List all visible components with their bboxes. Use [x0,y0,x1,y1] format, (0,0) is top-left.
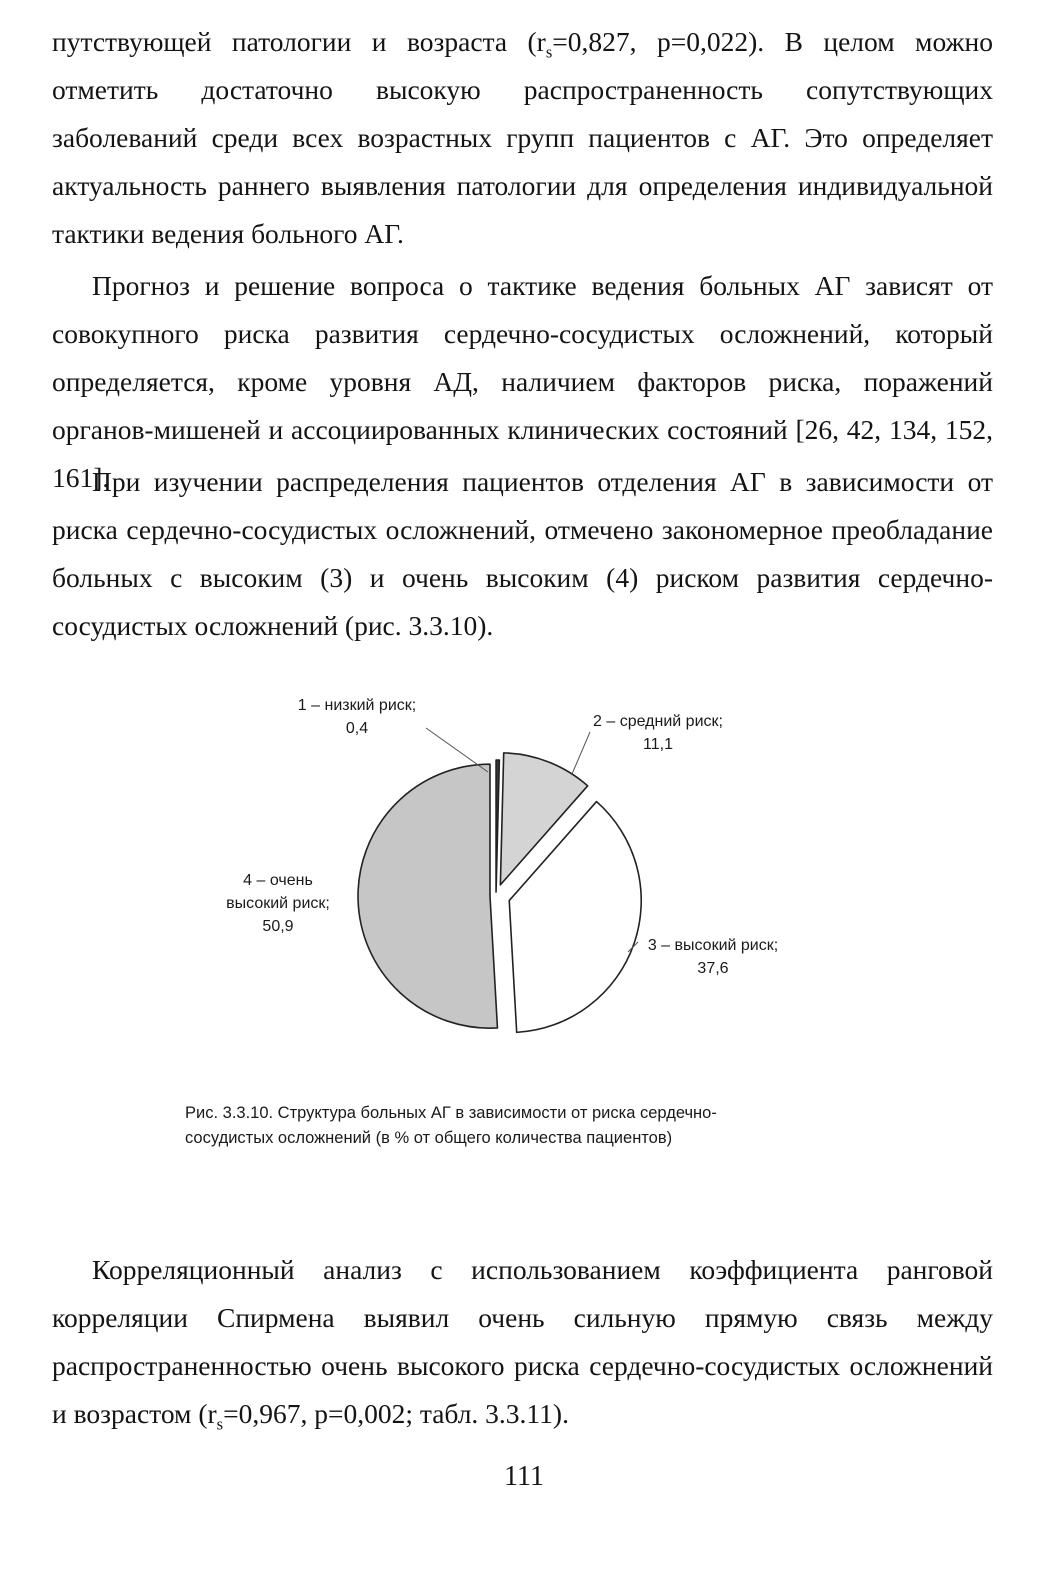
slice-4-label [208,869,348,938]
paragraph-1-text-end: =0,827, p=0,022). В целом можно отметить достаточно высокую распространенность сопутствующих заболеваний среди всех возрастных групп пациентов с АГ. Это определяет актуальность раннего выявления патологии для определения индивидуальной тактики ведения больного АГ. [52,26,993,249]
slice-1-label [272,694,442,740]
slice-3-name: 3 – высокий риск; [647,937,779,954]
slice-2-label [568,710,748,756]
pie-slice-4 [358,764,497,1028]
slice-4-name-line-2: высокий риск; [226,895,330,912]
caption-line-2: сосудистых осложнений (в % от общего количества пациентов) [185,1129,673,1147]
slice-3-label [628,934,798,980]
paragraph-4-text-end: =0,967, p=0,002; табл. 3.3.11). [223,1398,569,1429]
slice-4-name-line-1: 4 – очень [243,872,313,889]
subscript-s: s [545,42,553,62]
paragraph-3 [52,458,993,650]
slice-4-value: 50,9 [262,918,294,935]
paragraph-4-text-start: Корреляционный анализ с использованием коэффициента ранговой корреляции Спирмена выявил очень сильную прямую связь между распространенностью очень высокого риска сердечно-сосудистых осложнений и возрастом (r [52,1254,993,1429]
slice-1-name: 1 – низкий риск; [297,697,417,714]
paragraph-2-text: Прогноз и решение вопроса о тактике ведения больных АГ зависят от совокупного риска развития сердечно-сосудистых осложнений, который определяется, кроме уровня АД, наличием факторов риска, поражений органов-мишеней и ассоциированных клинических состояний [26, 42, 134, 152, 161]. [52,270,993,493]
pie-slice-1 [496,760,499,892]
paragraph-1-text-start: путствующей патологии и возраста (r [52,26,546,57]
subscript-s: s [216,1414,224,1434]
slice-1-value: 0,4 [345,720,369,737]
pie-chart-figure [180,680,880,1080]
figure-caption [185,1101,865,1151]
page-number: 111 [504,1461,544,1492]
paragraph-4 [52,1246,993,1438]
caption-line-1: Рис. 3.3.10. Структура больных АГ в зависимости от риска сердечно- [185,1104,717,1122]
slice-3-value: 37,6 [697,960,729,977]
slice-2-name: 2 – средний риск; [593,713,723,730]
paragraph-1 [52,18,993,258]
paragraph-3-text: При изучении распределения пациентов отделения АГ в зависимости от риска сердечно-сосудистых осложнений, отмечено закономерное преобладание больных с высоким (3) и очень высоким (4) риском развития сердечно-сосудистых осложнений (рис. 3.3.10). [52,466,993,641]
slice-2-value: 11,1 [643,736,673,753]
